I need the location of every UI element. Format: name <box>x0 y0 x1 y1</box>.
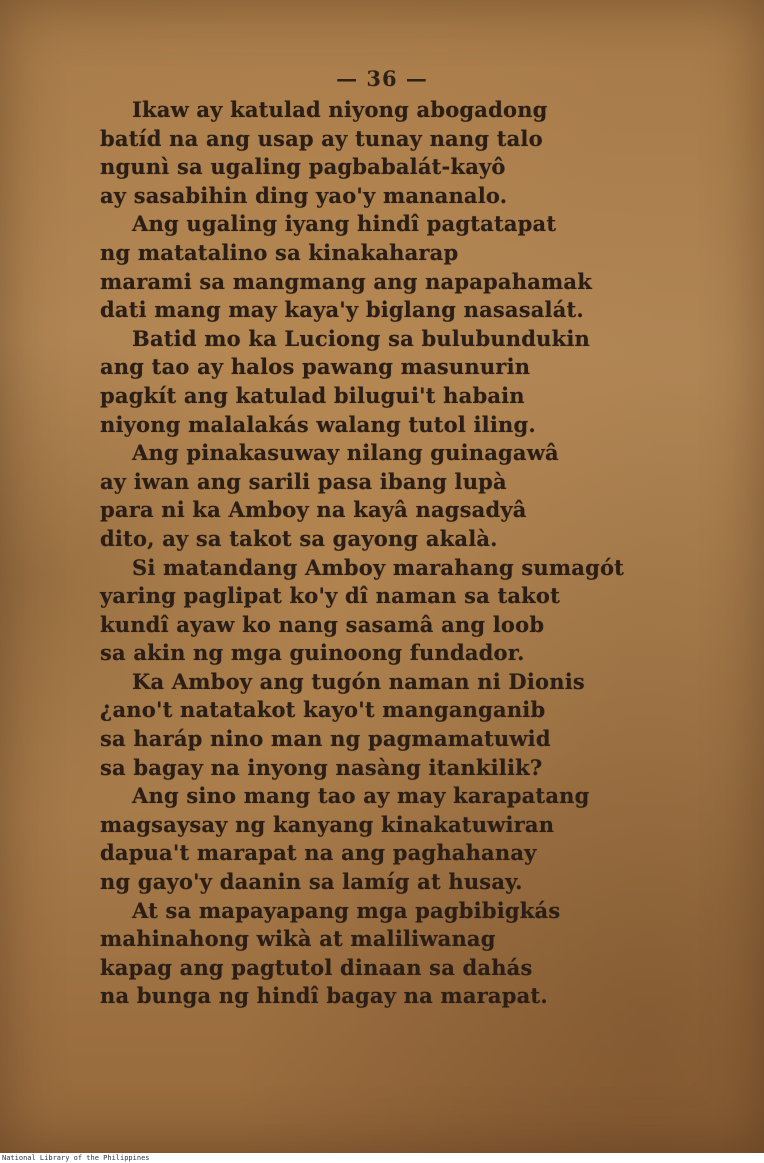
poem-text-block <box>100 96 660 1011</box>
text-line: ng matatalino sa kinakaharap <box>100 239 459 265</box>
text-line: Ang sino mang tao ay may karapatang <box>132 783 590 809</box>
text-line: ngunì sa ugaling pagbabalát-kayô <box>100 154 506 180</box>
library-credit: National Library of the Philippines <box>2 1154 150 1162</box>
text-line: na bunga ng hindî bagay na marapat. <box>100 983 548 1009</box>
text-line: Batid mo ka Luciong sa bulubundukin <box>132 325 591 351</box>
text-line: batíd na ang usap ay tunay nang talo <box>100 125 543 151</box>
text-line: ¿ano't natatakot kayo't manganganib <box>100 697 546 723</box>
text-line: sa haráp nino man ng pagmamatuwid <box>100 726 551 752</box>
text-line: ang tao ay halos pawang masunurin <box>100 354 531 380</box>
page-number: — 36 — <box>336 66 428 91</box>
text-line: sa akin ng mga guinoong fundador. <box>100 640 525 666</box>
text-line: Ka Amboy ang tugón naman ni Dionis <box>132 668 585 694</box>
text-line: pagkít ang katulad bilugui't habain <box>100 382 525 408</box>
text-line: marami sa mangmang ang napapahamak <box>100 268 592 294</box>
text-line: dati mang may kaya'y biglang nasasalát. <box>100 297 584 323</box>
text-line: niyong malalakás walang tutol iling. <box>100 411 536 437</box>
text-line: magsaysay ng kanyang kinakatuwiran <box>100 811 555 837</box>
text-line: yaring paglipat ko'y dî naman sa takot <box>100 583 561 609</box>
text-line: para ni ka Amboy na kayâ nagsadyâ <box>100 497 527 523</box>
text-line: At sa mapayapang mga pagbibigkás <box>132 897 561 923</box>
text-line: kapag ang pagtutol dinaan sa dahás <box>100 954 533 980</box>
text-line: Ang pinakasuway nilang guinagawâ <box>132 440 559 466</box>
text-line: dapua't marapat na ang paghahanay <box>100 840 537 866</box>
text-line: sa bagay na inyong nasàng itankilik? <box>100 754 543 780</box>
text-line: ng gayo'y daanin sa lamíg at husay. <box>100 869 523 895</box>
text-line: ay sasabihin ding yao'y mananalo. <box>100 182 508 208</box>
text-line: ay iwan ang sarili pasa ibang lupà <box>100 468 507 494</box>
text-line: Ikaw ay katulad niyong abogadong <box>132 97 548 122</box>
text-line: Si matandang Amboy marahang sumagót <box>132 554 625 580</box>
text-line: kundî ayaw ko nang sasamâ ang loob <box>100 611 545 637</box>
text-line: dito, ay sa takot sa gayong akalà. <box>100 525 498 551</box>
text-line: Ang ugaling iyang hindî pagtatapat <box>132 211 557 237</box>
text-line: mahinahong wikà at maliliwanag <box>100 926 496 952</box>
